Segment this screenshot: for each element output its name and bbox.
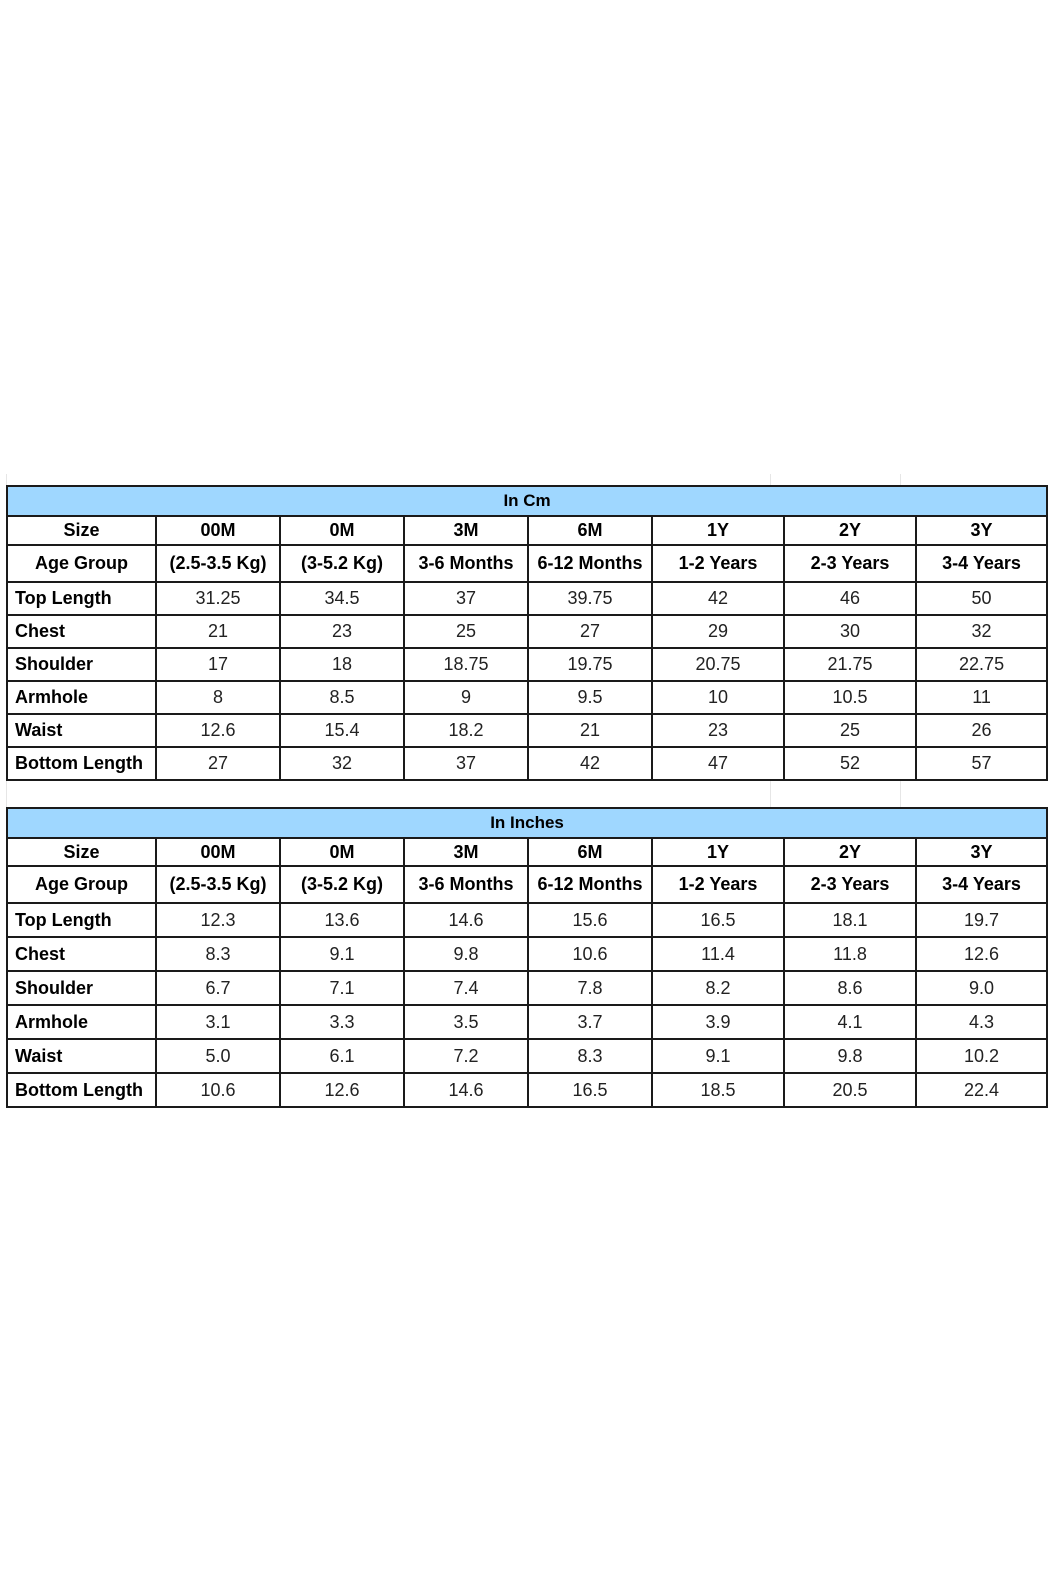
measurement-cell: 8.6 bbox=[784, 971, 916, 1005]
size-header-cell: 3Y bbox=[916, 838, 1047, 866]
measurement-cell: 3.5 bbox=[404, 1005, 528, 1039]
measurement-cell: 15.4 bbox=[280, 714, 404, 747]
table-row bbox=[7, 971, 1047, 1005]
measurement-cell: 8.3 bbox=[156, 937, 280, 971]
measurement-cell: 3.3 bbox=[280, 1005, 404, 1039]
measurement-cell: 19.7 bbox=[916, 903, 1047, 937]
table-row bbox=[7, 681, 1047, 714]
table-row bbox=[7, 1039, 1047, 1073]
measurement-cell: 11.8 bbox=[784, 937, 916, 971]
measurement-cell: 8.3 bbox=[528, 1039, 652, 1073]
row-label: Armhole bbox=[7, 1005, 156, 1039]
age-group-row bbox=[7, 866, 1047, 903]
size-header-cell: 6M bbox=[528, 838, 652, 866]
measurement-cell: 21 bbox=[528, 714, 652, 747]
table-title: In Cm bbox=[7, 486, 1047, 516]
measurement-cell: 25 bbox=[404, 615, 528, 648]
size-header-cell: 3M bbox=[404, 516, 528, 545]
measurement-cell: 8 bbox=[156, 681, 280, 714]
measurement-cell: 32 bbox=[916, 615, 1047, 648]
age-group-cell: 1-2 Years bbox=[652, 545, 784, 582]
measurement-cell: 14.6 bbox=[404, 903, 528, 937]
measurement-cell: 26 bbox=[916, 714, 1047, 747]
measurement-cell: 8.2 bbox=[652, 971, 784, 1005]
measurement-cell: 10.6 bbox=[528, 937, 652, 971]
measurement-cell: 10.5 bbox=[784, 681, 916, 714]
measurement-cell: 12.6 bbox=[280, 1073, 404, 1107]
measurement-cell: 19.75 bbox=[528, 648, 652, 681]
size-label: Size bbox=[7, 516, 156, 545]
row-label: Waist bbox=[7, 714, 156, 747]
age-group-cell: 3-4 Years bbox=[916, 866, 1047, 903]
age-group-cell: 1-2 Years bbox=[652, 866, 784, 903]
size-header-cell: 1Y bbox=[652, 516, 784, 545]
measurement-cell: 4.3 bbox=[916, 1005, 1047, 1039]
measurement-cell: 11 bbox=[916, 681, 1047, 714]
measurement-cell: 18.75 bbox=[404, 648, 528, 681]
age-group-cell: (2.5-3.5 Kg) bbox=[156, 866, 280, 903]
age-group-row bbox=[7, 545, 1047, 582]
row-label: Top Length bbox=[7, 903, 156, 937]
measurement-cell: 37 bbox=[404, 747, 528, 780]
age-group-label: Age Group bbox=[7, 545, 156, 582]
size-header-cell: 1Y bbox=[652, 838, 784, 866]
measurement-cell: 9.8 bbox=[784, 1039, 916, 1073]
measurement-cell: 16.5 bbox=[652, 903, 784, 937]
size-header-row bbox=[7, 516, 1047, 545]
table-row bbox=[7, 937, 1047, 971]
table-row bbox=[7, 582, 1047, 615]
measurement-cell: 8.5 bbox=[280, 681, 404, 714]
measurement-cell: 22.75 bbox=[916, 648, 1047, 681]
table-row bbox=[7, 1073, 1047, 1107]
measurement-cell: 14.6 bbox=[404, 1073, 528, 1107]
age-group-cell: 3-4 Years bbox=[916, 545, 1047, 582]
age-group-cell: (2.5-3.5 Kg) bbox=[156, 545, 280, 582]
row-label: Shoulder bbox=[7, 971, 156, 1005]
measurement-cell: 12.6 bbox=[916, 937, 1047, 971]
age-group-cell: 6-12 Months bbox=[528, 866, 652, 903]
row-label: Chest bbox=[7, 615, 156, 648]
size-chart-inches-body bbox=[7, 808, 1047, 1107]
measurement-cell: 9.1 bbox=[652, 1039, 784, 1073]
table-row bbox=[7, 648, 1047, 681]
measurement-cell: 22.4 bbox=[916, 1073, 1047, 1107]
measurement-cell: 18.2 bbox=[404, 714, 528, 747]
measurement-cell: 3.7 bbox=[528, 1005, 652, 1039]
measurement-cell: 37 bbox=[404, 582, 528, 615]
size-header-cell: 6M bbox=[528, 516, 652, 545]
measurement-cell: 18 bbox=[280, 648, 404, 681]
measurement-cell: 7.1 bbox=[280, 971, 404, 1005]
size-header-cell: 0M bbox=[280, 838, 404, 866]
measurement-cell: 20.5 bbox=[784, 1073, 916, 1107]
row-label: Chest bbox=[7, 937, 156, 971]
size-label: Size bbox=[7, 838, 156, 866]
measurement-cell: 7.2 bbox=[404, 1039, 528, 1073]
row-label: Shoulder bbox=[7, 648, 156, 681]
measurement-cell: 9.0 bbox=[916, 971, 1047, 1005]
size-chart-cm-body bbox=[7, 486, 1047, 780]
measurement-cell: 6.7 bbox=[156, 971, 280, 1005]
measurement-cell: 12.6 bbox=[156, 714, 280, 747]
age-group-cell: 3-6 Months bbox=[404, 545, 528, 582]
table-row bbox=[7, 1005, 1047, 1039]
measurement-cell: 10.6 bbox=[156, 1073, 280, 1107]
measurement-cell: 23 bbox=[280, 615, 404, 648]
age-group-cell: 3-6 Months bbox=[404, 866, 528, 903]
measurement-cell: 3.1 bbox=[156, 1005, 280, 1039]
measurement-cell: 11.4 bbox=[652, 937, 784, 971]
measurement-cell: 7.4 bbox=[404, 971, 528, 1005]
age-group-label: Age Group bbox=[7, 866, 156, 903]
measurement-cell: 12.3 bbox=[156, 903, 280, 937]
measurement-cell: 3.9 bbox=[652, 1005, 784, 1039]
measurement-cell: 15.6 bbox=[528, 903, 652, 937]
age-group-cell: 2-3 Years bbox=[784, 545, 916, 582]
measurement-cell: 39.75 bbox=[528, 582, 652, 615]
measurement-cell: 13.6 bbox=[280, 903, 404, 937]
measurement-cell: 7.8 bbox=[528, 971, 652, 1005]
age-group-cell: (3-5.2 Kg) bbox=[280, 866, 404, 903]
measurement-cell: 6.1 bbox=[280, 1039, 404, 1073]
size-header-row bbox=[7, 838, 1047, 866]
measurement-cell: 9.1 bbox=[280, 937, 404, 971]
size-header-cell: 0M bbox=[280, 516, 404, 545]
measurement-cell: 50 bbox=[916, 582, 1047, 615]
measurement-cell: 27 bbox=[528, 615, 652, 648]
size-header-cell: 3Y bbox=[916, 516, 1047, 545]
measurement-cell: 25 bbox=[784, 714, 916, 747]
measurement-cell: 32 bbox=[280, 747, 404, 780]
measurement-cell: 42 bbox=[652, 582, 784, 615]
row-label: Bottom Length bbox=[7, 747, 156, 780]
size-header-cell: 2Y bbox=[784, 838, 916, 866]
size-header-cell: 00M bbox=[156, 516, 280, 545]
row-label: Bottom Length bbox=[7, 1073, 156, 1107]
measurement-cell: 46 bbox=[784, 582, 916, 615]
measurement-cell: 23 bbox=[652, 714, 784, 747]
measurement-cell: 4.1 bbox=[784, 1005, 916, 1039]
size-header-cell: 00M bbox=[156, 838, 280, 866]
age-group-cell: 6-12 Months bbox=[528, 545, 652, 582]
measurement-cell: 16.5 bbox=[528, 1073, 652, 1107]
row-label: Armhole bbox=[7, 681, 156, 714]
measurement-cell: 17 bbox=[156, 648, 280, 681]
size-header-cell: 3M bbox=[404, 838, 528, 866]
measurement-cell: 47 bbox=[652, 747, 784, 780]
measurement-cell: 27 bbox=[156, 747, 280, 780]
table-row bbox=[7, 615, 1047, 648]
size-chart-inches bbox=[6, 807, 1048, 1108]
measurement-cell: 10 bbox=[652, 681, 784, 714]
measurement-cell: 5.0 bbox=[156, 1039, 280, 1073]
measurement-cell: 10.2 bbox=[916, 1039, 1047, 1073]
measurement-cell: 52 bbox=[784, 747, 916, 780]
table-title: In Inches bbox=[7, 808, 1047, 838]
measurement-cell: 29 bbox=[652, 615, 784, 648]
size-header-cell: 2Y bbox=[784, 516, 916, 545]
table-row bbox=[7, 714, 1047, 747]
measurement-cell: 18.5 bbox=[652, 1073, 784, 1107]
measurement-cell: 9.5 bbox=[528, 681, 652, 714]
row-label: Top Length bbox=[7, 582, 156, 615]
row-label: Waist bbox=[7, 1039, 156, 1073]
measurement-cell: 57 bbox=[916, 747, 1047, 780]
table-row bbox=[7, 747, 1047, 780]
measurement-cell: 31.25 bbox=[156, 582, 280, 615]
table-row bbox=[7, 903, 1047, 937]
measurement-cell: 20.75 bbox=[652, 648, 784, 681]
measurement-cell: 9 bbox=[404, 681, 528, 714]
measurement-cell: 42 bbox=[528, 747, 652, 780]
measurement-cell: 34.5 bbox=[280, 582, 404, 615]
measurement-cell: 9.8 bbox=[404, 937, 528, 971]
measurement-cell: 18.1 bbox=[784, 903, 916, 937]
measurement-cell: 30 bbox=[784, 615, 916, 648]
size-chart-cm bbox=[6, 485, 1048, 781]
measurement-cell: 21.75 bbox=[784, 648, 916, 681]
measurement-cell: 21 bbox=[156, 615, 280, 648]
age-group-cell: 2-3 Years bbox=[784, 866, 916, 903]
age-group-cell: (3-5.2 Kg) bbox=[280, 545, 404, 582]
